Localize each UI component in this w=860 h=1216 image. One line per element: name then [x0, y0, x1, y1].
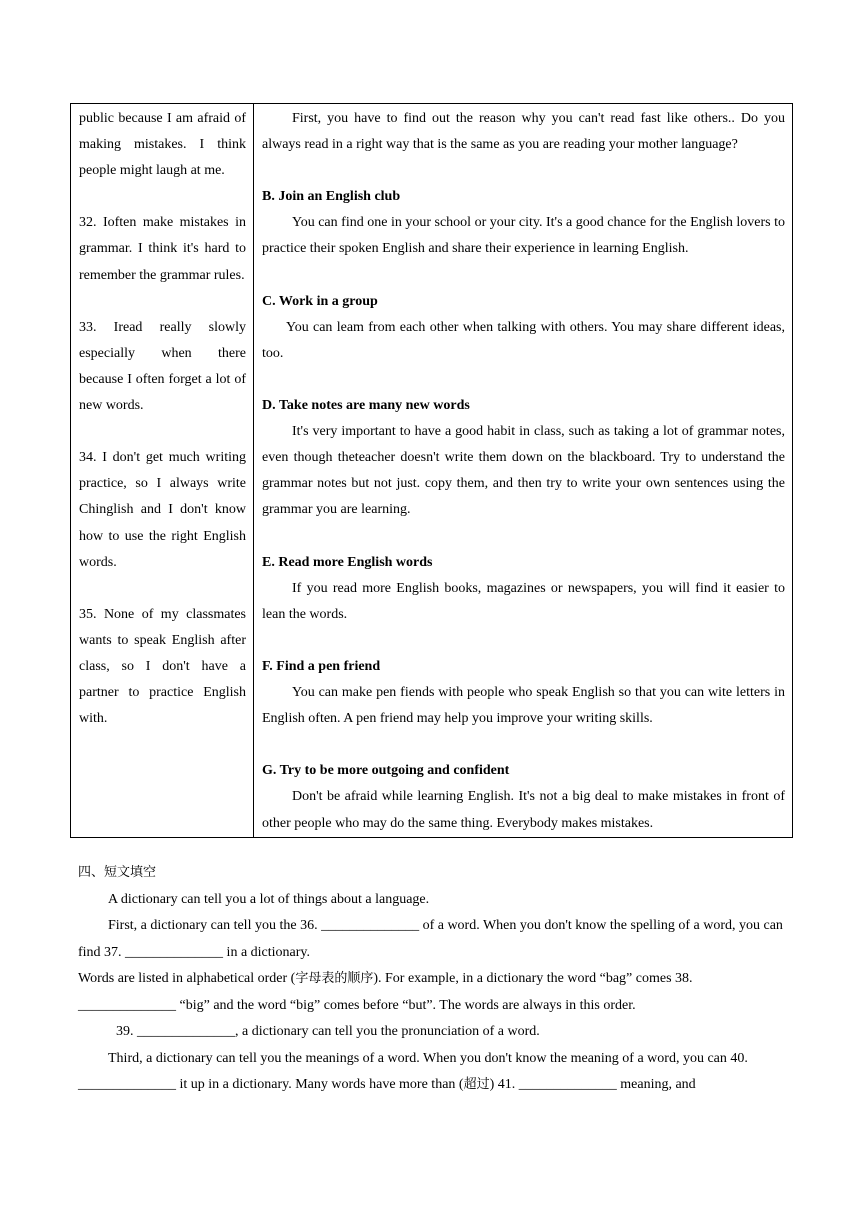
problem-31-text: public because I am afraid of making mistakes. I think people might laugh at me. — [79, 111, 246, 179]
cloze-paragraph-3 — [78, 966, 790, 1019]
advice-a-text: First, you have to find out the reason why you can't read fast like others.. Do you always read in a right way that is the same as you are reading your mother language? — [262, 111, 785, 153]
advice-d-title: D. Take notes are many new words — [262, 398, 470, 414]
advice-e-title: E. Read more English words — [262, 554, 433, 570]
advice-f-title: F. Find a pen friend — [262, 658, 381, 674]
cloze-p3-chinese: 字母表的顺序 — [295, 971, 374, 986]
advice-f-text: You can make pen fiends with people who speak English so that you can wite letters in English often. A pen friend may help you improve your writing skills. — [262, 685, 785, 727]
cloze-paragraph-5 — [78, 1046, 790, 1099]
problem-33-text: 33. Iread really slowly especially when there because I often forget a lot of new words. — [79, 319, 246, 414]
problem-advice-table — [70, 103, 793, 838]
advice-column — [254, 104, 793, 838]
advice-c-title: C. Work in a group — [262, 293, 378, 309]
cloze-section — [78, 860, 790, 1099]
problem-35-text: 35. None of my classmates wants to speak English after class, so I don't have a partner to practice English with. — [79, 606, 246, 727]
cloze-p5-part-b: ) 41. ______________ meaning, and — [489, 1077, 696, 1092]
problems-column — [71, 104, 254, 838]
advice-d-text: It's very important to have a good habit in class, such as taking a lot of grammar notes, even though theteacher doesn't write them down on the blackboard. Try to understand the grammar notes but not just. copy them, and then try to write your own sentences using the grammar you are learning. — [262, 424, 785, 518]
advice-b-text: You can find one in your school or your city. It's a good chance for the English lovers to practice their spoken English and share their experience in learning English. — [262, 215, 785, 257]
advice-c-text: You can leam from each other when talking with others. You may share different ideas, too. — [262, 319, 785, 361]
advice-b-title: B. Join an English club — [262, 189, 401, 205]
advice-g-title: G. Try to be more outgoing and confident — [262, 763, 510, 779]
cloze-p5-chinese: 超过 — [463, 1077, 490, 1092]
cloze-paragraph-4: 39. ______________, a dictionary can tell you the pronunciation of a word. — [116, 1024, 540, 1039]
cloze-p3-part-a: Words are listed in alphabetical order ( — [78, 971, 296, 986]
problem-34-text: 34. I don't get much writing practice, so I always write Chinglish and I don't know how to use the right English words. — [79, 450, 246, 570]
cloze-paragraph-1: A dictionary can tell you a lot of things about a language. — [108, 891, 430, 907]
advice-g-text: Don't be afraid while learning English. It's not a big deal to make mistakes in front of other people who may do the same thing. Everybody makes mistakes. — [262, 789, 785, 831]
advice-e-text: If you read more English books, magazines or newspapers, you will find it easier to lean the words. — [262, 580, 785, 622]
cloze-paragraph-2: First, a dictionary can tell you the 36. ______________ of a word. When you don't know the spelling of a word, you can find 37. ______________ in a dictionary. — [78, 918, 783, 960]
cloze-p3-part-b: ). For example, in a dictionary the word “bag” comes 38. ______________ “big” and the word “big” comes before “but”. The words are always in this order. — [78, 971, 693, 1013]
section-heading: 四、短文填空 — [78, 865, 157, 880]
cloze-p5-part-a: Third, a dictionary can tell you the meanings of a word. When you don't know the meaning of a word, you can 40. ______________ it up in a dictionary. Many words have more than ( — [78, 1050, 748, 1092]
problem-32-text: 32. Ioften make mistakes in grammar. I think it's hard to remember the grammar rules. — [79, 215, 246, 283]
